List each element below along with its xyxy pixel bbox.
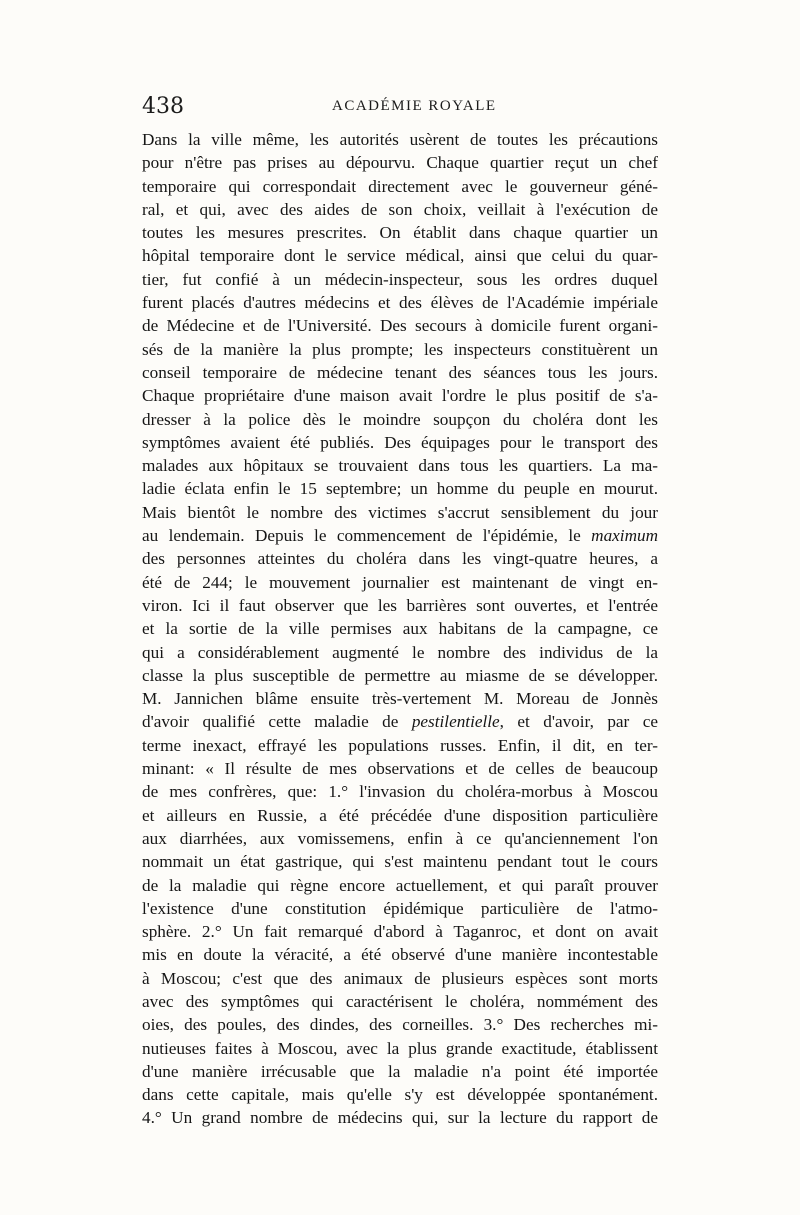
- text-line: terme inexact, effrayé les populations russes. Enfin, il dit, en ter-: [142, 735, 658, 755]
- page-number: 438: [142, 94, 184, 119]
- text-line: sphère. 2.° Un fait remarqué d'abord à Taganroc, et dont on avait: [142, 922, 658, 942]
- text-line: aux diarrhées, aux vomissemens, enfin à ce qu'anciennement l'on: [142, 828, 658, 848]
- text-line: dans cette capitale, mais qu'elle s'y est développée spontanément.: [142, 1085, 658, 1105]
- text-line: Dans la ville même, les autorités usèrent de toutes les précautions: [142, 130, 658, 149]
- text-line: ladie éclata enfin le 15 septembre; un homme du peuple en mourut.: [142, 479, 658, 499]
- text-line: M. Jannichen blâme ensuite très-vertement M. Moreau de Jonnès: [142, 689, 658, 709]
- text-line: temporaire qui correspondait directement avec le gouverneur géné-: [142, 176, 658, 196]
- text-line: de mes confrères, que: 1.° l'invasion du choléra-morbus à Moscou: [142, 782, 658, 802]
- text-line: à Moscou; c'est que des animaux de plusieurs espèces sont morts: [142, 968, 658, 988]
- text-line: de la maladie qui règne encore actuellement, et qui paraît prouver: [142, 875, 658, 895]
- text-line: malades aux hôpitaux se trouvaient dans tous les quartiers. La ma-: [142, 456, 658, 476]
- page-header: [142, 94, 660, 124]
- text-line: toutes les mesures prescrites. On établit dans chaque quartier un: [142, 223, 658, 243]
- body-text: [142, 128, 658, 1130]
- text-line: des personnes atteintes du choléra dans les vingt-quatre heures, a: [142, 549, 658, 569]
- text-line: l'existence d'une constitution épidémique particulière de l'atmo-: [142, 898, 658, 918]
- text-line: été de 244; le mouvement journalier est maintenant de vingt en-: [142, 572, 658, 592]
- text-line: nommait un état gastrique, qui s'est maintenu pendant tout le cours: [142, 852, 658, 872]
- text-line: hôpital temporaire dont le service médical, ainsi que celui du quar-: [142, 246, 658, 266]
- text-line: de Médecine et de l'Université. Des secours à domicile furent organi-: [142, 316, 658, 336]
- text-line: qui a considérablement augmenté le nombre des individus de la: [142, 642, 658, 662]
- text-line: 4.° Un grand nombre de médecins qui, sur la lecture du rapport de: [142, 1108, 658, 1128]
- text-line: et la sortie de la ville permises aux habitans de la campagne, ce: [142, 619, 658, 639]
- running-head: ACADÉMIE ROYALE: [332, 98, 497, 114]
- text-line: viron. Ici il faut observer que les barrières sont ouvertes, et l'entrée: [142, 595, 658, 615]
- text-line: minant: « Il résulte de mes observations et de celles de beaucoup: [142, 759, 658, 779]
- text-line: pour n'être pas prises au dépourvu. Chaque quartier reçut un chef: [142, 153, 658, 173]
- text-line: tier, fut confié à un médecin-inspecteur, sous les ordres duquel: [142, 269, 658, 289]
- text-line: furent placés d'autres médecins et des élèves de l'Académie impériale: [142, 293, 658, 313]
- text-line: au lendemain. Depuis le commencement de l'épidémie, le maximum: [142, 526, 658, 546]
- text-line: nutieuses faites à Moscou, avec la plus grande exactitude, établissent: [142, 1038, 658, 1058]
- text-line: avec des symptômes qui caractérisent le choléra, nommément des: [142, 991, 658, 1011]
- text-line: d'une manière irrécusable que la maladie n'a point été importée: [142, 1061, 658, 1081]
- text-line: symptômes avaient été publiés. Des équipages pour le transport des: [142, 432, 658, 452]
- text-line: classe la plus susceptible de permettre au miasme de se développer.: [142, 665, 658, 685]
- text-line: Mais bientôt le nombre des victimes s'accrut sensiblement du jour: [142, 502, 658, 522]
- text-line: conseil temporaire de médecine tenant des séances tous les jours.: [142, 362, 658, 382]
- text-line: dresser à la police dès le moindre soupçon du choléra dont les: [142, 409, 658, 429]
- text-line: mis en doute la véracité, a été observé d'une manière incontestable: [142, 945, 658, 965]
- text-line: d'avoir qualifié cette maladie de pestilentielle, et d'avoir, par ce: [142, 712, 658, 732]
- text-line: Chaque propriétaire d'une maison avait l'ordre le plus positif de s'a-: [142, 386, 658, 406]
- text-line: ral, et qui, avec des aides de son choix, veillait à l'exécution de: [142, 199, 658, 219]
- text-line: sés de la manière la plus prompte; les inspecteurs constituèrent un: [142, 339, 658, 359]
- text-line: et ailleurs en Russie, a été précédée d'une disposition particulière: [142, 805, 658, 825]
- text-line: oies, des poules, des dindes, des corneilles. 3.° Des recherches mi-: [142, 1015, 658, 1035]
